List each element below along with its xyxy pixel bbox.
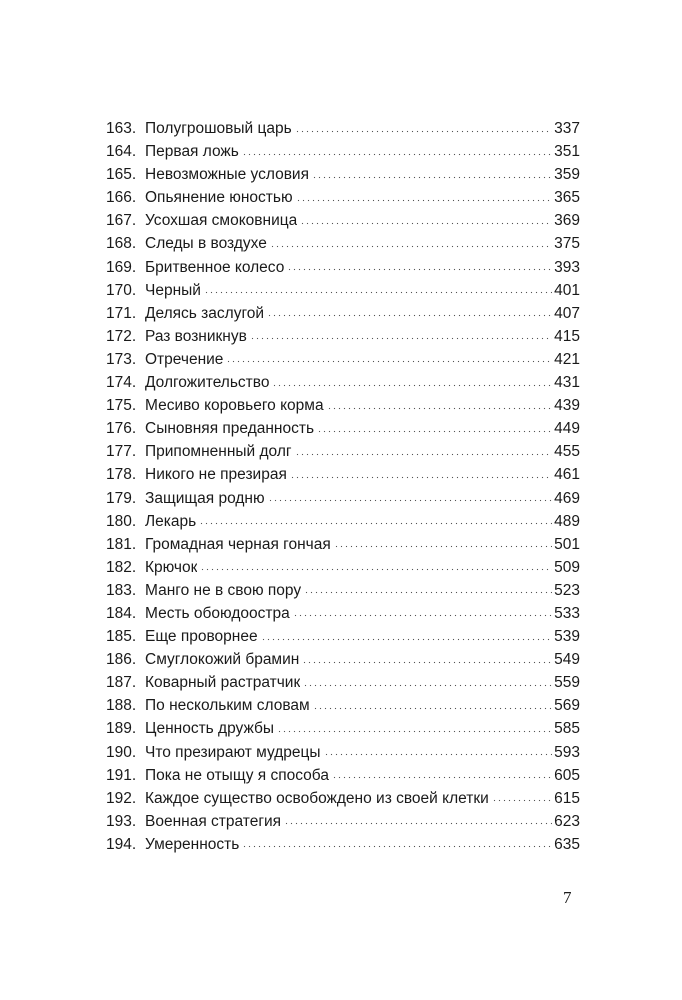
toc-entry-number: 183. <box>106 581 137 599</box>
toc-entry-page: 469 <box>554 489 580 507</box>
dot-leader <box>242 152 552 156</box>
toc-entry-number: 175. <box>106 397 137 415</box>
toc-entry-title: Раз возникнув <box>145 327 247 345</box>
toc-entry <box>106 487 580 510</box>
toc-entry-page: 623 <box>554 812 580 830</box>
toc-entry-number: 192. <box>106 789 137 807</box>
dot-leader <box>295 129 552 133</box>
toc-entry-page: 449 <box>554 420 580 438</box>
toc-entry <box>106 556 580 579</box>
toc-entry-page: 393 <box>554 258 580 276</box>
toc-entry-number: 174. <box>106 374 137 392</box>
toc-entry-page: 401 <box>554 281 580 299</box>
dot-leader <box>312 175 552 179</box>
toc-entry-title: Пока не отыщу я способа <box>145 766 329 784</box>
toc-entry-title: Черный <box>145 281 201 299</box>
toc-entry-title: Военная стратегия <box>145 812 282 830</box>
dot-leader <box>200 568 552 572</box>
toc-entry-page: 337 <box>554 120 580 137</box>
dot-leader <box>303 683 552 687</box>
toc-entry-title: Отречение <box>145 350 224 368</box>
toc-entry <box>106 232 580 255</box>
toc-entry <box>106 625 580 648</box>
toc-entry-number: 173. <box>106 350 137 368</box>
toc-entry <box>106 394 580 417</box>
page-number: 7 <box>563 888 572 907</box>
toc-entry-number: 168. <box>106 235 137 253</box>
toc-entry <box>106 833 580 856</box>
toc-entry-title: Делясь заслугой <box>145 304 265 322</box>
dot-leader <box>284 822 552 826</box>
toc-entry <box>106 302 580 325</box>
dot-leader <box>304 591 552 595</box>
dot-leader <box>300 221 552 225</box>
toc-entry-title: Следы в воздухе <box>145 235 267 253</box>
dot-leader <box>302 660 552 664</box>
dot-leader <box>204 291 552 295</box>
toc-entry-number: 188. <box>106 697 137 715</box>
toc-entry-page: 375 <box>554 235 580 253</box>
toc-entry-number: 171. <box>106 304 137 322</box>
dot-leader <box>272 383 552 387</box>
toc-entry-number: 177. <box>106 443 137 461</box>
dot-leader <box>287 268 552 272</box>
toc-entry-title: Месиво коровьего корма <box>145 397 324 415</box>
toc-entry-number: 178. <box>106 466 137 484</box>
toc-entry-page: 585 <box>554 720 580 738</box>
toc-entry-number: 176. <box>106 420 137 438</box>
toc-entry-title: Громадная черная гончая <box>145 535 331 553</box>
toc-entry-number: 185. <box>106 628 137 646</box>
toc-entry-number: 182. <box>106 558 137 576</box>
dot-leader <box>334 545 552 549</box>
toc-entry-number: 180. <box>106 512 137 530</box>
toc-entry-page: 351 <box>554 143 580 161</box>
toc-entry <box>106 209 580 232</box>
toc-entry-title: Никого не презирая <box>145 466 287 484</box>
toc-entry-number: 190. <box>106 743 137 761</box>
toc-entry <box>106 741 580 764</box>
toc-entry-page: 593 <box>554 743 580 761</box>
toc-entry-number: 167. <box>106 212 137 230</box>
dot-leader <box>277 729 552 733</box>
toc-entry-title: Бритвенное колесо <box>145 258 285 276</box>
toc-entry <box>106 579 580 602</box>
toc-entry-title: Невозможные условия <box>145 166 309 184</box>
toc-entry-title: Первая ложь <box>145 143 239 161</box>
toc-entry-page: 569 <box>554 697 580 715</box>
toc-entry <box>106 117 580 140</box>
toc-entry-page: 455 <box>554 443 580 461</box>
dot-leader <box>242 845 552 849</box>
table-of-contents <box>106 117 580 856</box>
dot-leader <box>296 198 553 202</box>
toc-entry <box>106 417 580 440</box>
toc-entry-number: 166. <box>106 189 137 207</box>
toc-entry <box>106 256 580 279</box>
dot-leader <box>324 753 553 757</box>
toc-entry-page: 415 <box>554 327 580 345</box>
toc-entry <box>106 463 580 486</box>
dot-leader <box>250 337 552 341</box>
toc-entry-number: 172. <box>106 327 137 345</box>
toc-entry <box>106 764 580 787</box>
toc-entry-title: Припомненный долг <box>145 443 292 461</box>
toc-entry-page: 421 <box>554 350 580 368</box>
toc-entry <box>106 717 580 740</box>
toc-entry-page: 407 <box>554 304 580 322</box>
dot-leader <box>492 799 552 803</box>
toc-entry-page: 369 <box>554 212 580 230</box>
toc-entry-page: 509 <box>554 558 580 576</box>
toc-entry-page: 439 <box>554 397 580 415</box>
toc-entry-number: 189. <box>106 720 137 738</box>
toc-entry-number: 170. <box>106 281 137 299</box>
toc-entry-page: 489 <box>554 512 580 530</box>
toc-entry-number: 164. <box>106 143 137 161</box>
toc-entry <box>106 348 580 371</box>
toc-entry-title: Опьянение юностью <box>145 189 293 207</box>
toc-entry-number: 187. <box>106 674 137 692</box>
toc-entry <box>106 787 580 810</box>
toc-entry-number: 163. <box>106 120 137 137</box>
toc-entry-title: Сыновняя преданность <box>145 420 315 438</box>
dot-leader <box>261 637 553 641</box>
toc-entry <box>106 186 580 209</box>
toc-entry <box>106 140 580 163</box>
toc-entry <box>106 440 580 463</box>
dot-leader <box>295 452 553 456</box>
dot-leader <box>313 706 552 710</box>
dot-leader <box>290 475 552 479</box>
toc-entry-title: Лекарь <box>145 512 197 530</box>
toc-entry-page: 533 <box>554 604 580 622</box>
toc-entry-number: 194. <box>106 835 137 853</box>
toc-entry <box>106 694 580 717</box>
dot-leader <box>268 499 553 503</box>
toc-entry-title: Ценность дружбы <box>145 720 275 738</box>
toc-entry-number: 165. <box>106 166 137 184</box>
toc-entry-title: Каждое существо освобождено из своей клетки <box>145 789 489 807</box>
toc-entry-number: 191. <box>106 766 137 784</box>
toc-entry-title: Коварный растратчик <box>145 674 301 692</box>
dot-leader <box>270 244 552 248</box>
toc-entry-page: 501 <box>554 535 580 553</box>
toc-entry-page: 359 <box>554 166 580 184</box>
toc-entry-number: 179. <box>106 489 137 507</box>
toc-entry <box>106 279 580 302</box>
toc-entry <box>106 510 580 533</box>
toc-entry-number: 181. <box>106 535 137 553</box>
toc-entry-number: 169. <box>106 258 137 276</box>
toc-entry-page: 539 <box>554 628 580 646</box>
toc-entry-title: Манго не в свою пору <box>145 581 302 599</box>
toc-entry-page: 605 <box>554 766 580 784</box>
toc-entry-title: Умеренность <box>145 835 240 853</box>
toc-entry-title: Усохшая смоковница <box>145 212 298 230</box>
dot-leader <box>332 776 552 780</box>
dot-leader <box>226 360 552 364</box>
toc-entry-title: Защищая родню <box>145 489 265 507</box>
toc-entry-page: 559 <box>554 674 580 692</box>
toc-entry <box>106 533 580 556</box>
toc-entry-number: 184. <box>106 604 137 622</box>
toc-entry-number: 186. <box>106 651 137 669</box>
toc-entry-page: 461 <box>554 466 580 484</box>
toc-entry-page: 431 <box>554 374 580 392</box>
dot-leader <box>267 314 552 318</box>
toc-entry-number: 193. <box>106 812 137 830</box>
toc-entry-title: По нескольким словам <box>145 697 310 715</box>
toc-entry-page: 523 <box>554 581 580 599</box>
toc-entry <box>106 602 580 625</box>
toc-entry-title: Полугрошовый царь <box>145 120 292 137</box>
toc-entry <box>106 648 580 671</box>
toc-entry-title: Еще проворнее <box>145 628 258 646</box>
toc-entry-page: 615 <box>554 789 580 807</box>
toc-entry-title: Месть обоюдоостра <box>145 604 290 622</box>
toc-entry <box>106 325 580 348</box>
toc-entry-page: 549 <box>554 651 580 669</box>
toc-entry-page: 365 <box>554 189 580 207</box>
toc-entry <box>106 371 580 394</box>
toc-entry-title: Смуглокожий брамин <box>145 651 300 669</box>
dot-leader <box>317 429 552 433</box>
toc-entry <box>106 810 580 833</box>
toc-entry <box>106 163 580 186</box>
dot-leader <box>199 522 552 526</box>
dot-leader <box>293 614 552 618</box>
toc-entry-title: Долгожительство <box>145 374 270 392</box>
toc-entry <box>106 671 580 694</box>
toc-entry-page: 635 <box>554 835 580 853</box>
toc-entry-title: Крючок <box>145 558 198 576</box>
toc-entry-title: Что презирают мудрецы <box>145 743 321 761</box>
dot-leader <box>327 406 553 410</box>
